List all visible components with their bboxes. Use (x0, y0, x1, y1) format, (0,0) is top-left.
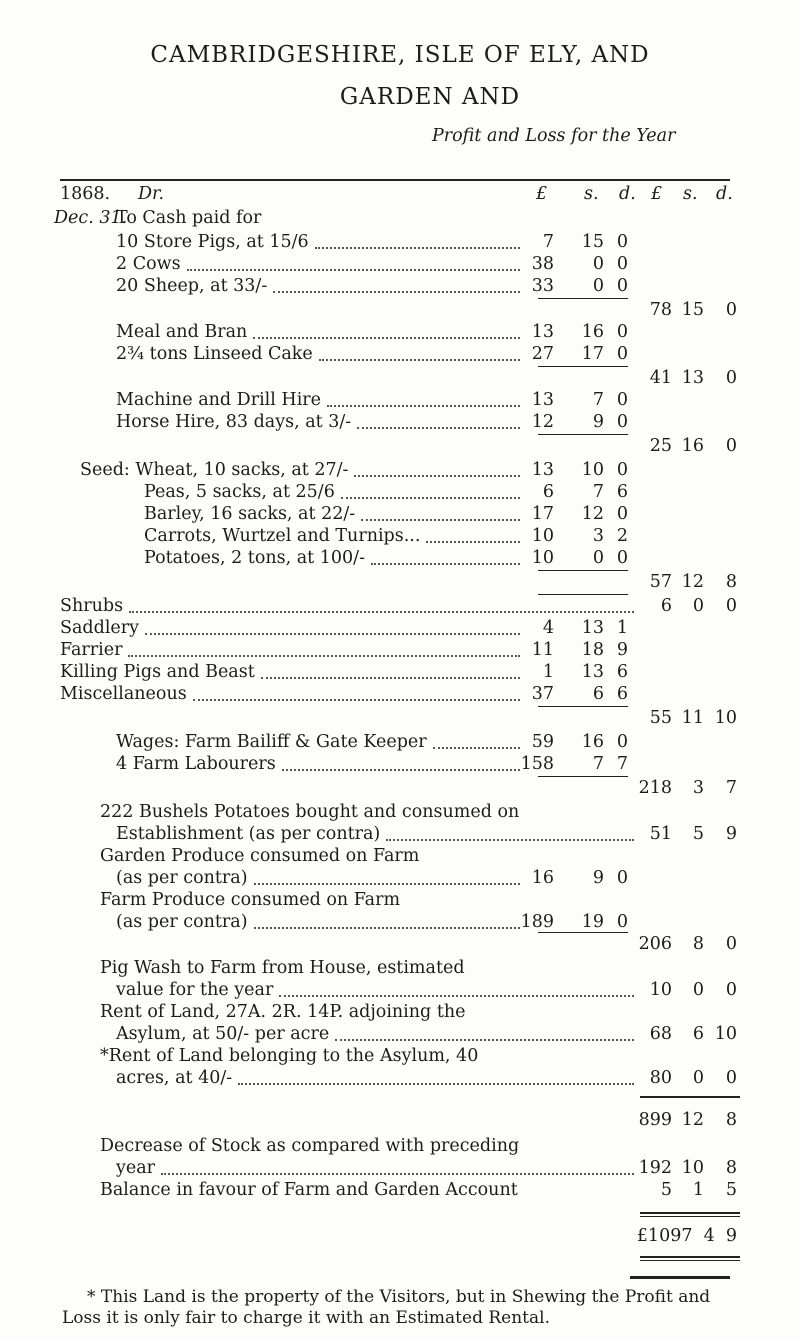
farm-produce-line-2: (as per contra) (116, 912, 248, 932)
entry-inner-shillings: 16 (581, 322, 604, 342)
dot-leader (279, 995, 634, 997)
intro-text: To Cash paid for (116, 208, 262, 228)
year-label: 1868. (60, 184, 111, 204)
entry-label: Miscellaneous (60, 684, 187, 704)
subtotal-shillings: 13 (681, 368, 704, 388)
decrease-of-stock-amount-pounds: 192 (638, 1158, 672, 1178)
sum-rule (640, 1256, 740, 1258)
subtotal-899-pence: 8 (725, 1110, 737, 1130)
sum-rule (538, 594, 628, 595)
entry-inner-shillings: 10 (581, 460, 604, 480)
entry-inner-pence: 2 (616, 526, 628, 546)
subtotal-pence: 0 (725, 300, 737, 320)
dot-leader (261, 677, 520, 679)
entry-inner-pounds: 37 (531, 684, 554, 704)
pig-wash-amount-shillings: 0 (692, 980, 704, 1000)
entry-inner-pounds: 59 (531, 732, 554, 752)
entry-inner-shillings: 6 (592, 684, 604, 704)
dot-leader (129, 611, 634, 613)
dot-leader (161, 1173, 634, 1175)
dot-leader (273, 291, 520, 293)
subtotal-shillings: 12 (681, 572, 704, 592)
entry-label: Horse Hire, 83 days, at 3/- (116, 412, 352, 432)
subtotal-shillings: 15 (681, 300, 704, 320)
balance-amount-pounds: 5 (660, 1180, 672, 1200)
garden-produce-line-1: Garden Produce consumed on Farm (100, 846, 420, 866)
col-pound-inner: £ (536, 184, 548, 204)
subtotal-pence: 10 (714, 708, 737, 728)
entry-inner-pence: 0 (616, 232, 628, 252)
entry-inner-pounds: 11 (531, 640, 554, 660)
farm-total-shillings: 8 (692, 934, 704, 954)
entry-label: Meal and Bran (116, 322, 248, 342)
dot-leader (145, 633, 520, 635)
entry-label: Barley, 16 sacks, at 22/- (144, 504, 356, 524)
dot-leader (361, 519, 520, 521)
entry-inner-pounds: 27 (531, 344, 554, 364)
subtotal-shillings: 11 (681, 708, 704, 728)
entry-inner-pounds: 13 (531, 390, 554, 410)
entry-inner-pence: 0 (616, 254, 628, 274)
col-pence-inner: d. (619, 184, 636, 204)
subtotal-899-shillings: 12 (681, 1110, 704, 1130)
grand-total: £1097 4 9 (636, 1226, 737, 1246)
entry-inner-pence: 0 (616, 460, 628, 480)
entry-label: Peas, 5 sacks, at 25/6 (144, 482, 335, 502)
sum-rule (538, 570, 628, 571)
date-label: Dec. 31. (54, 208, 128, 228)
dot-leader (315, 247, 520, 249)
entry-inner-pence: 0 (616, 322, 628, 342)
rent-asylum-amount-pence: 0 (725, 1068, 737, 1088)
sum-rule (538, 776, 628, 777)
entry-inner-pounds: 10 (531, 548, 554, 568)
subtotal-shillings: 3 (692, 778, 704, 798)
debit-side-label: Dr. (138, 184, 165, 204)
dot-leader (371, 563, 520, 565)
entry-label: 10 Store Pigs, at 15/6 (116, 232, 309, 252)
entry-inner-pence: 6 (616, 662, 628, 682)
subtotal-pounds: 78 (649, 300, 672, 320)
farm-produce-line-1: Farm Produce consumed on Farm (100, 890, 401, 910)
entry-label: 4 Farm Labourers (116, 754, 276, 774)
entry-inner-pence: 0 (616, 732, 628, 752)
balance-amount-shillings: 1 (692, 1180, 704, 1200)
entry-inner-pence: 1 (616, 618, 628, 638)
rent-adjoining-line-2: Asylum, at 50/- per acre (116, 1024, 330, 1044)
entry-inner-pence: 0 (616, 276, 628, 296)
sum-rule (538, 434, 628, 435)
sum-rule (640, 1216, 740, 1217)
sum-rule (538, 932, 628, 933)
entry-inner-pence: 0 (616, 504, 628, 524)
rent-asylum-amount-pounds: 80 (649, 1068, 672, 1088)
entry-label: Killing Pigs and Beast (60, 662, 255, 682)
entry-inner-pounds: 10 (531, 526, 554, 546)
entry-inner-shillings: 16 (581, 732, 604, 752)
subtotal-pence: 0 (725, 368, 737, 388)
dot-leader (386, 839, 634, 841)
rent-adjoining-line-1: Rent of Land, 27A. 2R. 14P. adjoining the (100, 1002, 466, 1022)
potatoes-amount-shillings: 5 (692, 824, 704, 844)
entry-inner-pounds: 1 (542, 662, 554, 682)
garden-produce-amount-pounds: 16 (531, 868, 554, 888)
subtotal-pounds: 218 (638, 778, 672, 798)
dot-leader (193, 699, 520, 701)
entry-inner-pounds: 6 (542, 482, 554, 502)
sum-rule (640, 1260, 740, 1261)
entry-inner-shillings: 13 (581, 618, 604, 638)
entry-inner-pounds: 13 (531, 460, 554, 480)
entry-inner-pounds: 38 (531, 254, 554, 274)
sum-rule (538, 298, 628, 299)
dot-leader (426, 541, 520, 543)
subtotal-pence: 8 (725, 572, 737, 592)
entry-inner-shillings: 0 (592, 548, 604, 568)
footnote-line-1: * This Land is the property of the Visitors, but in Shewing the Profit and (87, 1287, 711, 1307)
entry-inner-pounds: 12 (531, 412, 554, 432)
entry-inner-shillings: 0 (592, 276, 604, 296)
entry-label: Machine and Drill Hire (116, 390, 322, 410)
entry-inner-pounds: 33 (531, 276, 554, 296)
decrease-of-stock-line-1: Decrease of Stock as compared with preceding (100, 1136, 520, 1156)
entry-inner-pence: 7 (616, 754, 628, 774)
col-shilling-outer: s. (683, 184, 698, 204)
balance-amount-pence: 5 (725, 1180, 737, 1200)
farm-produce-amount-shillings: 19 (581, 912, 604, 932)
footnote-rule (630, 1276, 730, 1279)
subtotal-pounds: 55 (649, 708, 672, 728)
dot-leader (253, 337, 520, 339)
footnote-line-2: Loss it is only fair to charge it with an Estimated Rental. (62, 1308, 550, 1328)
rent-adjoining-amount-pence: 10 (714, 1024, 737, 1044)
pig-wash-amount-pence: 0 (725, 980, 737, 1000)
garden-produce-amount-shillings: 9 (592, 868, 604, 888)
subtotal-pence: 0 (725, 596, 737, 616)
subtotal-shillings: 16 (681, 436, 704, 456)
entry-inner-pounds: 13 (531, 322, 554, 342)
rent-adjoining-amount-shillings: 6 (692, 1024, 704, 1044)
rent-asylum-line-1: *Rent of Land belonging to the Asylum, 40 (100, 1046, 479, 1066)
subtotal-pence: 7 (725, 778, 737, 798)
subtotal-pounds: 25 (649, 436, 672, 456)
rent-adjoining-amount-pounds: 68 (649, 1024, 672, 1044)
title-line-1: CAMBRIDGESHIRE, ISLE OF ELY, AND (150, 42, 650, 68)
subtotal-pounds: 41 (649, 368, 672, 388)
farm-produce-amount-pence: 0 (616, 912, 628, 932)
dot-leader (187, 269, 520, 271)
potatoes-line-2: Establishment (as per contra) (116, 824, 381, 844)
entry-inner-shillings: 17 (581, 344, 604, 364)
pig-wash-line-1: Pig Wash to Farm from House, estimated (100, 958, 465, 978)
subtotal-pence: 0 (725, 436, 737, 456)
dot-leader (282, 769, 520, 771)
entry-label: Potatoes, 2 tons, at 100/- (144, 548, 365, 568)
title-line-2: GARDEN AND (339, 84, 521, 110)
potatoes-line-1: 222 Bushels Potatoes bought and consumed on (100, 802, 520, 822)
entry-inner-shillings: 12 (581, 504, 604, 524)
rent-asylum-line-2: acres, at 40/- (116, 1068, 233, 1088)
entry-inner-pence: 0 (616, 412, 628, 432)
entry-inner-pence: 0 (616, 548, 628, 568)
entry-inner-pence: 0 (616, 390, 628, 410)
subtotal-pounds: 57 (649, 572, 672, 592)
potatoes-amount-pence: 9 (725, 824, 737, 844)
garden-produce-amount-pence: 0 (616, 868, 628, 888)
subtitle: Profit and Loss for the Year (432, 126, 676, 146)
dot-leader (357, 427, 520, 429)
sum-rule (640, 1096, 740, 1098)
dot-leader (341, 497, 520, 499)
entry-inner-shillings: 3 (592, 526, 604, 546)
farm-total-pence: 0 (725, 934, 737, 954)
entry-inner-shillings: 7 (592, 482, 604, 502)
entry-inner-shillings: 9 (592, 412, 604, 432)
entry-label: Shrubs (60, 596, 124, 616)
pig-wash-amount-pounds: 10 (649, 980, 672, 1000)
dot-leader (319, 359, 520, 361)
potatoes-amount-pounds: 51 (649, 824, 672, 844)
balance-label: Balance in favour of Farm and Garden Account (100, 1180, 518, 1200)
entry-inner-shillings: 7 (592, 754, 604, 774)
entry-label: 2 Cows (116, 254, 181, 274)
subtotal-pounds: 6 (660, 596, 672, 616)
rent-asylum-amount-shillings: 0 (692, 1068, 704, 1088)
entry-inner-pounds: 4 (542, 618, 554, 638)
entry-inner-shillings: 18 (581, 640, 604, 660)
entry-inner-pounds: 158 (520, 754, 554, 774)
subtotal-899-pounds: 899 (638, 1110, 672, 1130)
entry-label: 2¾ tons Linseed Cake (116, 344, 313, 364)
entry-label: 20 Sheep, at 33/- (116, 276, 268, 296)
dot-leader (335, 1039, 634, 1041)
col-shilling-inner: s. (584, 184, 599, 204)
dot-leader (254, 883, 520, 885)
dot-leader (327, 405, 520, 407)
dot-leader (128, 655, 520, 657)
entry-label: Saddlery (60, 618, 140, 638)
entry-inner-shillings: 15 (581, 232, 604, 252)
decrease-of-stock-amount-pence: 8 (725, 1158, 737, 1178)
col-pound-outer: £ (651, 184, 663, 204)
dot-leader (254, 927, 520, 929)
farm-total-pounds: 206 (638, 934, 672, 954)
pig-wash-line-2: value for the year (116, 980, 274, 1000)
sum-rule (538, 366, 628, 367)
entry-inner-pence: 6 (616, 482, 628, 502)
dot-leader (354, 475, 520, 477)
entry-inner-pounds: 7 (542, 232, 554, 252)
dot-leader (238, 1083, 634, 1085)
sum-rule (640, 1212, 740, 1214)
dot-leader (433, 747, 520, 749)
entry-inner-pence: 6 (616, 684, 628, 704)
entry-inner-pence: 0 (616, 344, 628, 364)
subtotal-shillings: 0 (692, 596, 704, 616)
entry-inner-shillings: 0 (592, 254, 604, 274)
decrease-of-stock-amount-shillings: 10 (681, 1158, 704, 1178)
decrease-of-stock-line-2: year (116, 1158, 156, 1178)
entry-label: Seed: Wheat, 10 sacks, at 27/- (80, 460, 349, 480)
entry-label: Wages: Farm Bailiff & Gate Keeper (116, 732, 427, 752)
sum-rule (538, 706, 628, 707)
garden-produce-line-2: (as per contra) (116, 868, 248, 888)
entry-inner-shillings: 7 (592, 390, 604, 410)
entry-label: Farrier (60, 640, 123, 660)
entry-inner-pence: 9 (616, 640, 628, 660)
farm-produce-amount-pounds: 189 (520, 912, 554, 932)
col-pence-outer: d. (716, 184, 733, 204)
entry-inner-pounds: 17 (531, 504, 554, 524)
entry-inner-shillings: 13 (581, 662, 604, 682)
entry-label: Carrots, Wurtzel and Turnips... (144, 526, 421, 546)
top-rule (60, 179, 730, 181)
